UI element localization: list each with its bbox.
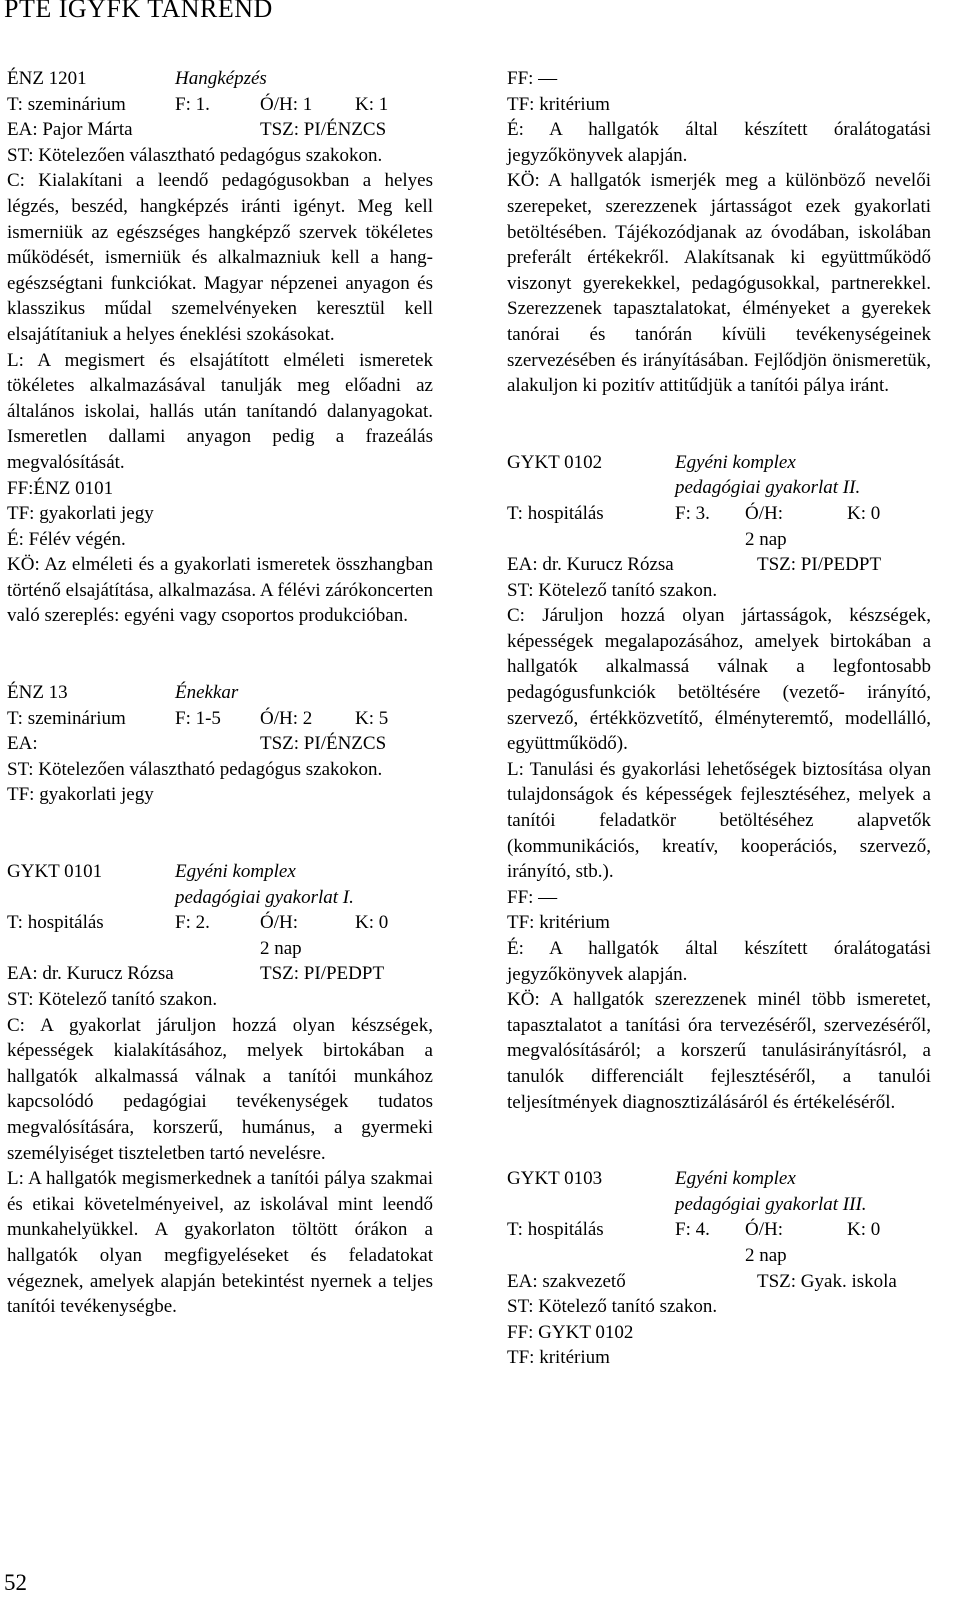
course-content: L: Tanulási és gyakorlási lehetőségek biztosítása olyan tulajdonságok és képességek fejlesztéséhez, melyek a tanítói feladatkör betöltéséhez alapvetők (kommunikációs, kreatív, kooperációs, szervező, irányító, stb.). [507, 758, 931, 883]
semester-field: F: 3. [675, 502, 710, 524]
course-code: ÉNZ 13 [7, 682, 68, 704]
prerequisite: FF: — [507, 886, 558, 908]
semester-field: F: 4. [675, 1219, 710, 1241]
course-code: GYKT 0102 [507, 451, 603, 473]
assessment: É: Félév végén. [7, 528, 126, 550]
course-status: ST: Kötelezően választható pedagógus szakokon. [7, 758, 383, 780]
course-header-cont [507, 475, 931, 501]
spacer [7, 629, 433, 680]
department-field: TSZ: PI/ÉNZCS [260, 733, 387, 755]
course-status: ST: Kötelező tanító szakon. [507, 1296, 718, 1318]
course-goal: C: Kialakítani a leendő pedagógusokban a helyes légzés, beszéd, hangképzés iránti igényt. Meg kell ismerniük az egészséges hangképző szervek tökéletes működését, ismerniük és alkalmazniuk kell a hang-egészségtani funkciókat. Magyar népzenei anyagon és klasszikus műdal szemelvényeken keresztül kell elsajátítaniuk a helyes éneklési szokásokat. [7, 170, 433, 345]
semester-field: F: 1. [175, 93, 210, 115]
course-status: ST: Kötelező tanító szakon. [507, 579, 718, 601]
hours-field: Ó/H: 1 [260, 93, 313, 115]
spacer [507, 1115, 931, 1166]
page-number: 52 [4, 1570, 27, 1595]
course-goal: C: Járuljon hozzá olyan jártasságok, készségek, képességek megalapozásához, amelyek birtokában a hallgatók alkalmassá válnak a legfontosabb pedagógusfunkciók betöltésére (vezető- irányító, szervező, értékközvetítő, élményteremtő, modellálló, együttműködő). [507, 605, 931, 755]
credit-field: K: 0 [847, 1219, 881, 1241]
type-field: T: hospitálás [7, 912, 104, 934]
instructor-field: EA: szakvezető [507, 1270, 626, 1292]
course-header-cont [7, 885, 433, 911]
prerequisite: FF: — [507, 68, 558, 89]
requirements: KÖ: Az elméleti és a gyakorlati ismeretek összhangban történő elsajátítása, alkalmazása. A félévi zárókoncerten való szereplés: egyéni vagy csoportos produkcióban. [7, 554, 433, 627]
spacer [7, 808, 433, 859]
course-title: Egyéni komplex [675, 451, 796, 473]
type-field: T: hospitálás [507, 1219, 604, 1241]
course-code: GYKT 0101 [7, 861, 103, 883]
prerequisite: FF:ÉNZ 0101 [7, 477, 114, 499]
course-code: GYKT 0103 [507, 1168, 603, 1190]
type-field: T: szeminárium [7, 707, 126, 729]
duration-field: 2 nap [260, 937, 302, 959]
course-title: Egyéni komplex [675, 1168, 796, 1190]
course-instructor-row [7, 731, 433, 757]
course-status: ST: Kötelezően választható pedagógus szakokon. [7, 144, 383, 166]
duration-row [507, 527, 931, 553]
course-meta [7, 92, 433, 118]
course-meta [7, 706, 433, 732]
credit-field: K: 5 [355, 707, 389, 729]
duration-field: 2 nap [745, 1244, 787, 1266]
assessment-type: TF: gyakorlati jegy [7, 784, 154, 806]
department-field: TSZ: PI/PEDPT [260, 963, 385, 985]
course-instructor-row [507, 1269, 931, 1295]
course-header [7, 66, 433, 92]
course-header-cont [507, 1192, 931, 1218]
course-title-cont: pedagógiai gyakorlat I. [175, 886, 354, 908]
assessment: É: A hallgatók által készített óralátogatási jegyzőkönyvek alapján. [507, 119, 931, 166]
instructor-field: EA: dr. Kurucz Rózsa [7, 963, 174, 985]
course-header [507, 450, 931, 476]
duration-row [7, 936, 433, 962]
course-header [507, 1166, 931, 1192]
course-goal: C: A gyakorlat járuljon hozzá olyan készségek, képességek kialakításához, melyek birtokában a hallgatók alkalmassá válnak a tanítói munkához kapcsolódó pedagógiai tevékenységek tudatos megvalósítására, korszerű, humánus, a gyermeki személyiséget tiszteletben tartó nevelésre. [7, 1014, 433, 1164]
course-title: Egyéni komplex [175, 861, 296, 883]
hours-field: Ó/H: [745, 1219, 783, 1241]
course-instructor-row [7, 117, 433, 143]
credit-field: K: 0 [355, 912, 389, 934]
type-field: T: hospitálás [507, 502, 604, 524]
course-header [7, 859, 433, 885]
course-meta [507, 501, 931, 527]
course-title: Hangképzés [175, 68, 267, 89]
course-meta [7, 910, 433, 936]
credit-field: K: 1 [355, 93, 389, 115]
hours-field: Ó/H: [745, 502, 783, 524]
assessment-type: TF: kritérium [507, 1347, 610, 1369]
semester-field: F: 1-5 [175, 707, 221, 729]
course-instructor-row [507, 552, 931, 578]
hours-field: Ó/H: 2 [260, 707, 313, 729]
course-title: Énekkar [175, 682, 239, 704]
course-header [7, 680, 433, 706]
duration-row [507, 1243, 931, 1269]
department-field: TSZ: PI/ÉNZCS [260, 119, 387, 141]
left-column [7, 66, 433, 1320]
department-field: TSZ: Gyak. iskola [757, 1270, 897, 1292]
course-instructor-row [7, 961, 433, 987]
instructor-field: EA: [7, 733, 38, 755]
prerequisite: FF: GYKT 0102 [507, 1321, 634, 1343]
semester-field: F: 2. [175, 912, 210, 934]
hours-field: Ó/H: [260, 912, 298, 934]
requirements: KÖ: A hallgatók szerezzenek minél több ismeretet, tapasztalatot a tanítási óra tervezéséről, szervezéséről, megvalósításáról; a korszerű tanulásirányításról, a tanulók differenciált fejlesztéséről, a tanulói teljesítmények diagnosztizálásáról és értékeléséről. [507, 989, 931, 1113]
right-column [507, 66, 931, 1371]
duration-field: 2 nap [745, 528, 787, 550]
course-content: L: A megismert és elsajátított elméleti ismeretek tökéletes alkalmazásával tanulják meg előadni az általános iskolai, hallás után tanítandó dalanyagokat. Ismeretlen dallami anyagon pedig a frazeálás megvalósítását. [7, 349, 433, 473]
department-field: TSZ: PI/PEDPT [757, 554, 882, 576]
course-code: ÉNZ 1201 [7, 68, 87, 89]
assessment-type: TF: kritérium [507, 93, 610, 115]
type-field: T: szeminárium [7, 93, 126, 115]
page-header: PTE IGYFK TANREND [4, 0, 273, 23]
course-title-cont: pedagógiai gyakorlat III. [675, 1193, 867, 1215]
assessment-type: TF: gyakorlati jegy [7, 503, 154, 525]
instructor-field: EA: Pajor Márta [7, 119, 133, 141]
course-content: L: A hallgatók megismerkednek a tanítói pálya szakmai és etikai követelményeivel, az iskolával mint leendő munkahelyükkel. A gyakorlaton töltött órákon a hallgatók olyan megfigyeléseket és feladatokat végeznek, amelyek alapján betekintést nyernek a teljes tanítói tevékenységbe. [7, 1168, 433, 1318]
credit-field: K: 0 [847, 502, 881, 524]
course-title-cont: pedagógiai gyakorlat II. [675, 477, 861, 499]
requirements: KÖ: A hallgatók ismerjék meg a különböző nevelői szerepeket, szerezzenek jártasságot ezek gyakorlati betöltésében. Tájékozódjanak az óvodában, iskolában preferált értékekről. Alakítsanak ki együttműködő viszonyt gyerekekkel, pedagógusokkal, partnerekkel. Szerezzenek tapasztalatokat, élményeket a gyerekek tanórai és tanórán kívüli tevékenységeinek szervezésében és irányításában. Fejlődjön önismeretük, alakuljon ki pozitív attitűdjük a tanítói pálya iránt. [507, 170, 931, 397]
course-status: ST: Kötelező tanító szakon. [7, 989, 218, 1010]
course-meta [507, 1217, 931, 1243]
instructor-field: EA: dr. Kurucz Rózsa [507, 554, 674, 576]
assessment: É: A hallgatók által készített óralátogatási jegyzőkönyvek alapján. [507, 938, 931, 985]
assessment-type: TF: kritérium [507, 912, 610, 934]
spacer [507, 399, 931, 450]
